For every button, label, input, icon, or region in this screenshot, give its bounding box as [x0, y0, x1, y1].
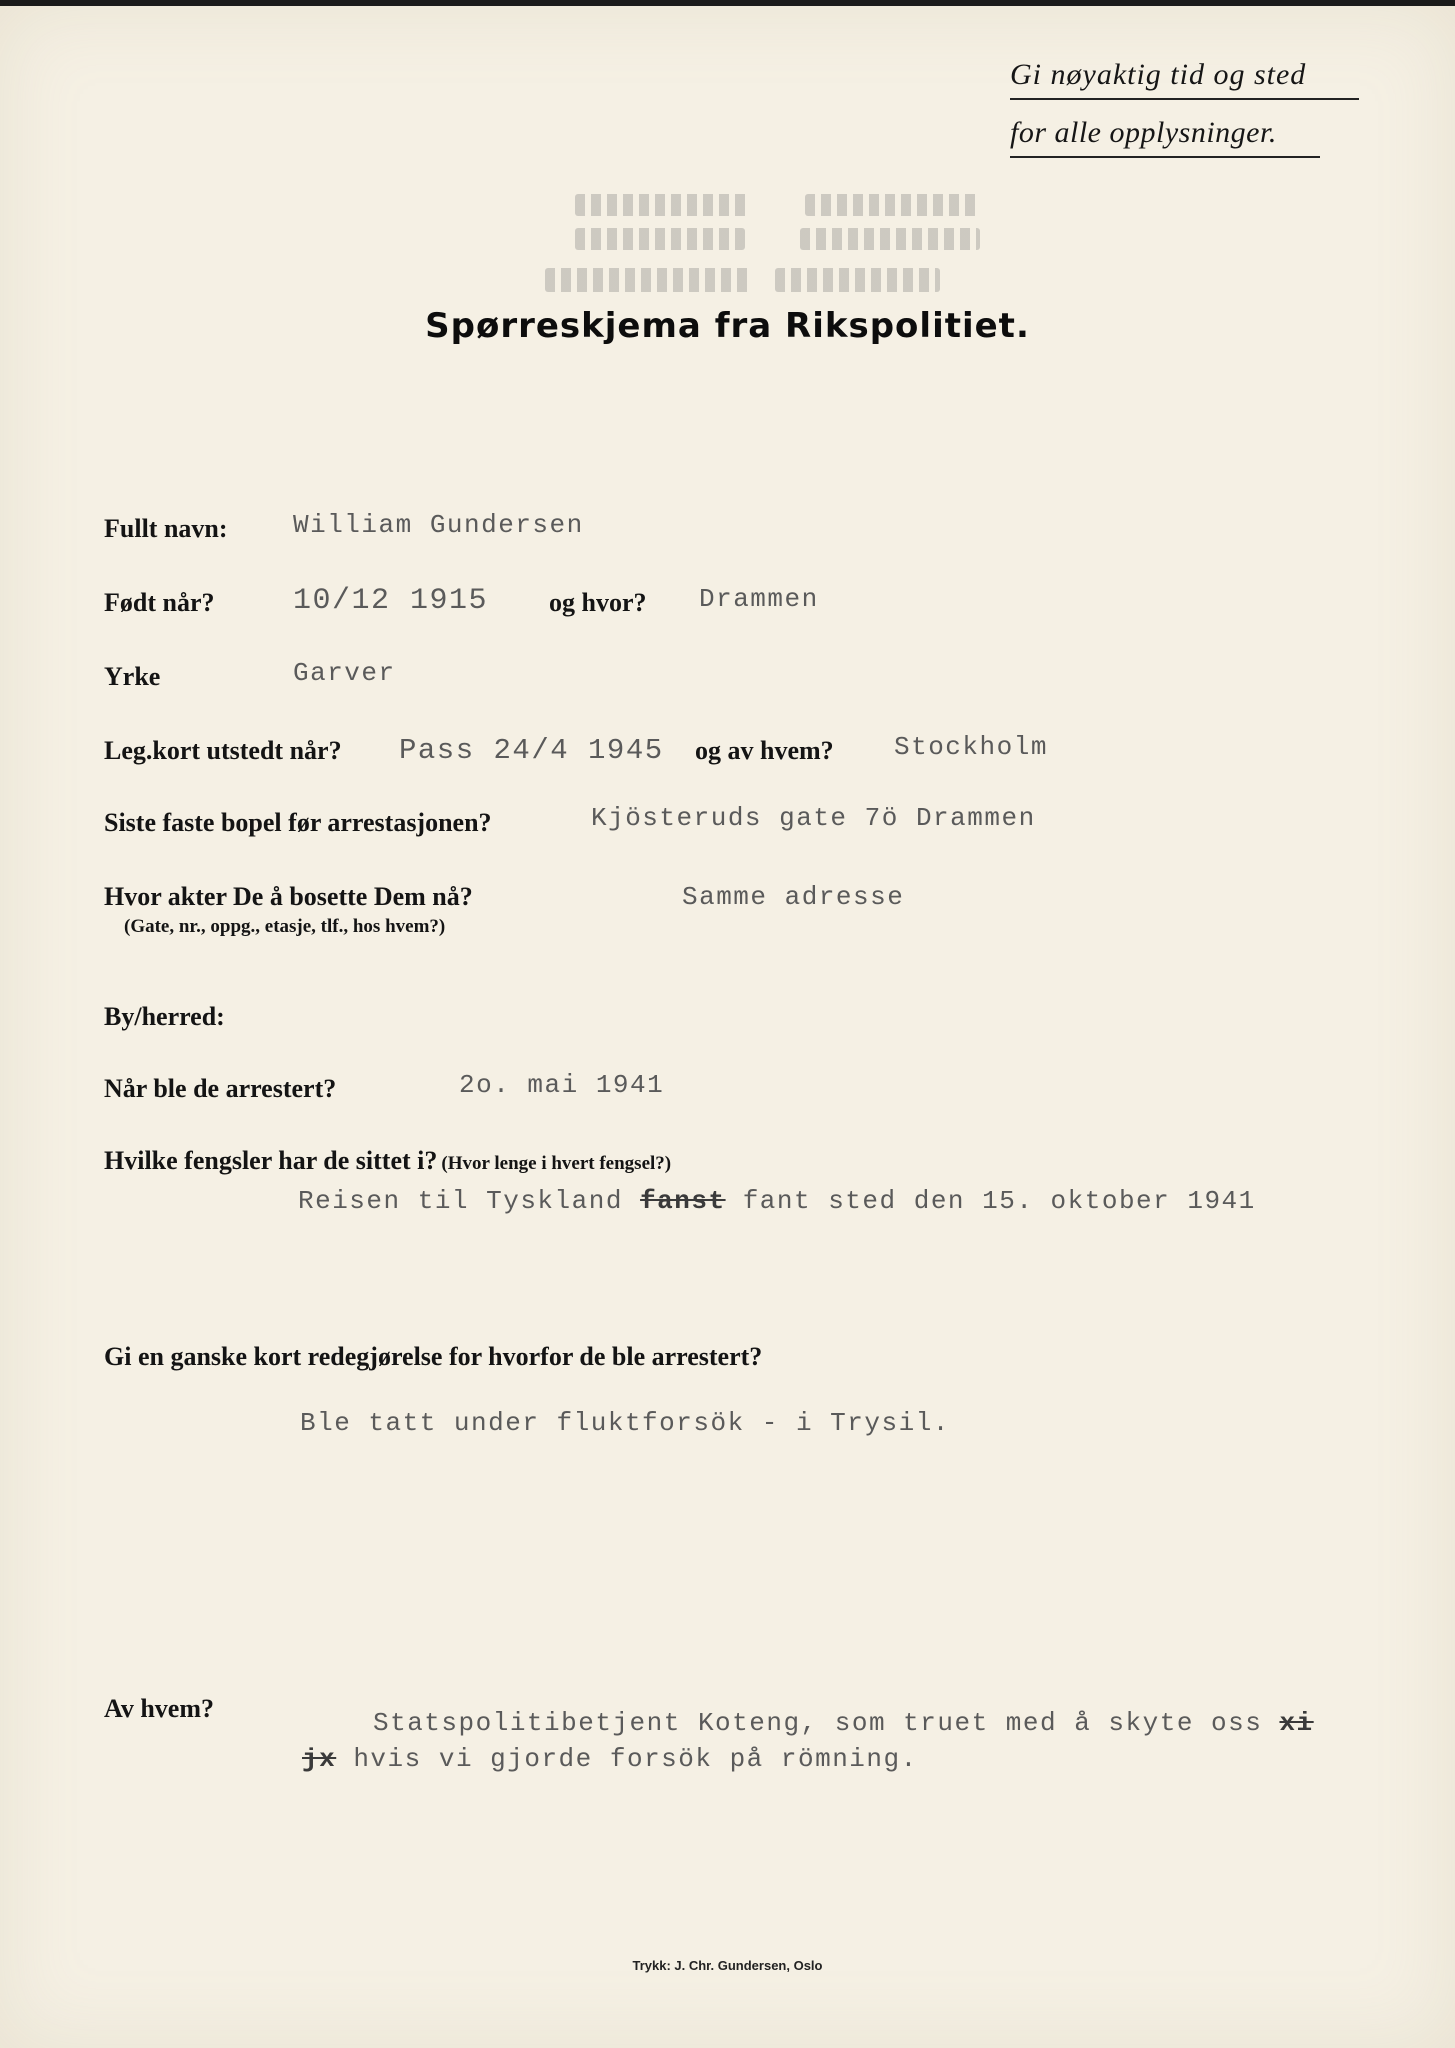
by-whom-text-1: Statspolitibetjent Koteng, som truet med å skyte oss [373, 1708, 1263, 1738]
prisons-question [104, 1146, 671, 1176]
settle-label: Hvor akter De å bosette Dem nå? [104, 882, 473, 911]
id-by-label: og av hvem? [695, 736, 834, 765]
id-issued-label: Leg.kort utstedt når? [104, 736, 342, 765]
prisons-sub: (Hvor lenge i hvert fengsel?) [441, 1153, 672, 1174]
municipality-label: By/herred: [104, 1002, 225, 1031]
prisons-label: Hvilke fengsler har de sittet i? [104, 1146, 438, 1175]
name-label: Fullt navn: [104, 514, 228, 543]
instruction-notice [1010, 58, 1359, 158]
arrested-when-label: Når ble de arrestert? [104, 1074, 337, 1103]
by-whom-line-1 [373, 1708, 1314, 1738]
questionnaire-page [0, 6, 1455, 2048]
last-address-value: Kjösteruds gate 7ö Drammen [591, 803, 1036, 833]
settle-value: Samme adresse [682, 882, 905, 912]
prisons-struck-text: fanst [640, 1186, 726, 1216]
by-whom-text-2: hvis vi gjorde forsök på römning. [353, 1744, 918, 1774]
settle-sub: (Gate, nr., oppg., etasje, tlf., hos hvem?) [124, 916, 446, 937]
by-whom-line-2 [302, 1744, 918, 1774]
arrested-when-value: 2o. mai 1941 [459, 1070, 665, 1100]
prisons-value-a: Reisen til Tyskland [298, 1186, 623, 1216]
occupation-value: Garver [293, 658, 396, 688]
last-address-label: Siste faste bopel før arrestasjonen? [104, 808, 492, 837]
born-where-value: Drammen [699, 584, 819, 614]
occupation-label: Yrke [104, 662, 161, 691]
born-where-label: og hvor? [549, 588, 647, 617]
name-value: William Gundersen [293, 510, 584, 540]
id-by-value: Stockholm [894, 732, 1048, 762]
notice-line-2: for alle opplysninger. [1010, 110, 1320, 158]
by-whom-label: Av hvem? [104, 1694, 215, 1723]
form-title: Spørreskjema fra Rikspolitiet. [425, 306, 1030, 346]
id-issued-value: Pass 24/4 1945 [399, 734, 664, 767]
prisons-value [298, 1186, 1256, 1216]
notice-line-1: Gi nøyaktig tid og sted [1010, 58, 1359, 100]
reason-value: Ble tatt under fluktforsök - i Trysil. [300, 1408, 950, 1438]
by-whom-struck-2: jx [302, 1744, 337, 1774]
prisons-value-b: fant sted den 15. oktober 1941 [742, 1186, 1256, 1216]
by-whom-struck-1: xi [1279, 1708, 1314, 1738]
born-when-label: Født når? [104, 588, 215, 617]
reason-label: Gi en ganske kort redegjørelse for hvorfor de ble arrestert? [104, 1342, 763, 1371]
born-when-value: 10/12 1915 [293, 584, 489, 618]
printer-imprint: Trykk: J. Chr. Gundersen, Oslo [632, 1958, 823, 1973]
